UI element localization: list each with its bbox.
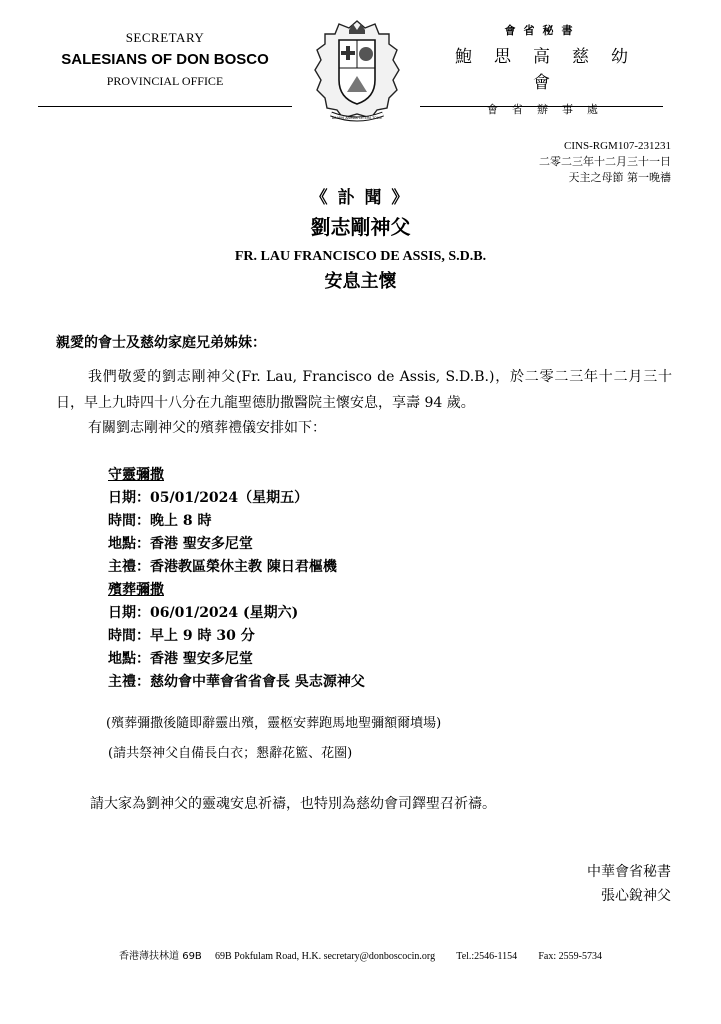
obituary-heading: 《 訃 聞 》 — [310, 188, 411, 208]
signature-name: 張心銳神父 — [601, 888, 671, 904]
footer-address-en: 69B Pokfulam Road, H.K. secretary@donboscocin.org — [214, 951, 436, 962]
letterhead-secretary-zh: 會省秘書 — [504, 24, 581, 37]
funeral-date: 日期：06/01/2024 (星期六) — [108, 605, 299, 621]
funeral-place: 地點：香港 聖安多尼堂 — [108, 651, 253, 667]
reference-date: 二零二三年十二月三十一日 — [539, 155, 671, 168]
footer-fax: Fax: 2559-5734 — [538, 951, 602, 962]
funeral-celebrant: 主禮：慈幼會中華會省省會長 吳志源神父 — [108, 674, 365, 690]
letterhead-office-zh: 會省辦事處 — [487, 103, 612, 116]
reference-feast: 天主之母節 第一晚禱 — [568, 171, 671, 184]
vigil-place: 地點：香港 聖安多尼堂 — [108, 536, 253, 552]
letterhead-secretary-en: SECRETARY — [125, 30, 205, 45]
deceased-name-en: FR. LAU FRANCISCO DE ASSIS, S.D.B. — [234, 249, 487, 264]
salutation: 親愛的會士及慈幼家庭兄弟姊妹： — [56, 335, 266, 351]
salesian-emblem-icon — [309, 18, 405, 126]
letterhead-rule-right — [420, 106, 663, 107]
letterhead-english — [40, 30, 290, 89]
letterhead-org-zh-prefix: 鮑思高 — [455, 47, 572, 67]
footer-contact — [0, 950, 721, 964]
vigil-celebrant: 主禮：香港教區榮休主教 陳日君樞機 — [108, 559, 337, 575]
funeral-schedule — [108, 464, 365, 694]
letterhead-rule-left — [38, 106, 292, 107]
signature-block — [587, 860, 671, 908]
footer-address-zh: 香港薄扶林道 69B — [119, 951, 202, 962]
reference-code: CINS-RGM107-231231 — [564, 140, 671, 152]
funeral-mass-heading: 殯葬彌撒 — [108, 582, 164, 598]
letterhead-org-zh — [420, 44, 665, 96]
closing-prayer: 請大家為劉神父的靈魂安息祈禱，也特別為慈幼會司鐸聖召祈禱。 — [90, 796, 496, 812]
funeral-time: 時間：早上 9 時 30 分 — [108, 628, 255, 644]
letterhead-org-zh-name: 慈幼會 — [533, 47, 650, 93]
arrangement-intro: 有關劉志剛神父的殯葬禮儀安排如下： — [88, 420, 326, 436]
vigil-time: 時間：晚上 8 時 — [108, 513, 212, 529]
letterhead-org-en: SALESIANS OF DON BOSCO — [61, 51, 269, 68]
vigil-date: 日期：05/01/2024（星期五） — [108, 490, 309, 506]
letterhead-office-en: PROVINCIAL OFFICE — [106, 74, 224, 88]
title-block — [0, 186, 721, 296]
concelebrant-note: (請共祭神父自備長白衣；懇辭花籃、花圈) — [108, 746, 353, 761]
emblem-motto: DA MIHI ANIMAS CETERA TOLLE — [331, 116, 383, 120]
rest-in-peace: 安息主懷 — [324, 271, 397, 292]
signature-title: 中華會省秘書 — [587, 864, 671, 880]
vigil-mass-heading: 守靈彌撒 — [108, 467, 164, 483]
footer-tel: Tel.:2546-1154 — [456, 951, 518, 962]
deceased-name-zh: 劉志剛神父 — [310, 215, 411, 239]
announcement-paragraph: 我們敬愛的劉志剛神父(Fr. Lau, Francisco de Assis, S.D.B.)，於二零二三年十二月三十日，早上九時四十八分在九龍聖德肋撒醫院主懷安息，享壽 94 歲。 — [56, 369, 672, 411]
burial-note: (殯葬彌撒後隨即辭靈出殯，靈柩安葬跑馬地聖彌額爾墳場) — [106, 716, 442, 731]
reference-block — [539, 138, 671, 186]
